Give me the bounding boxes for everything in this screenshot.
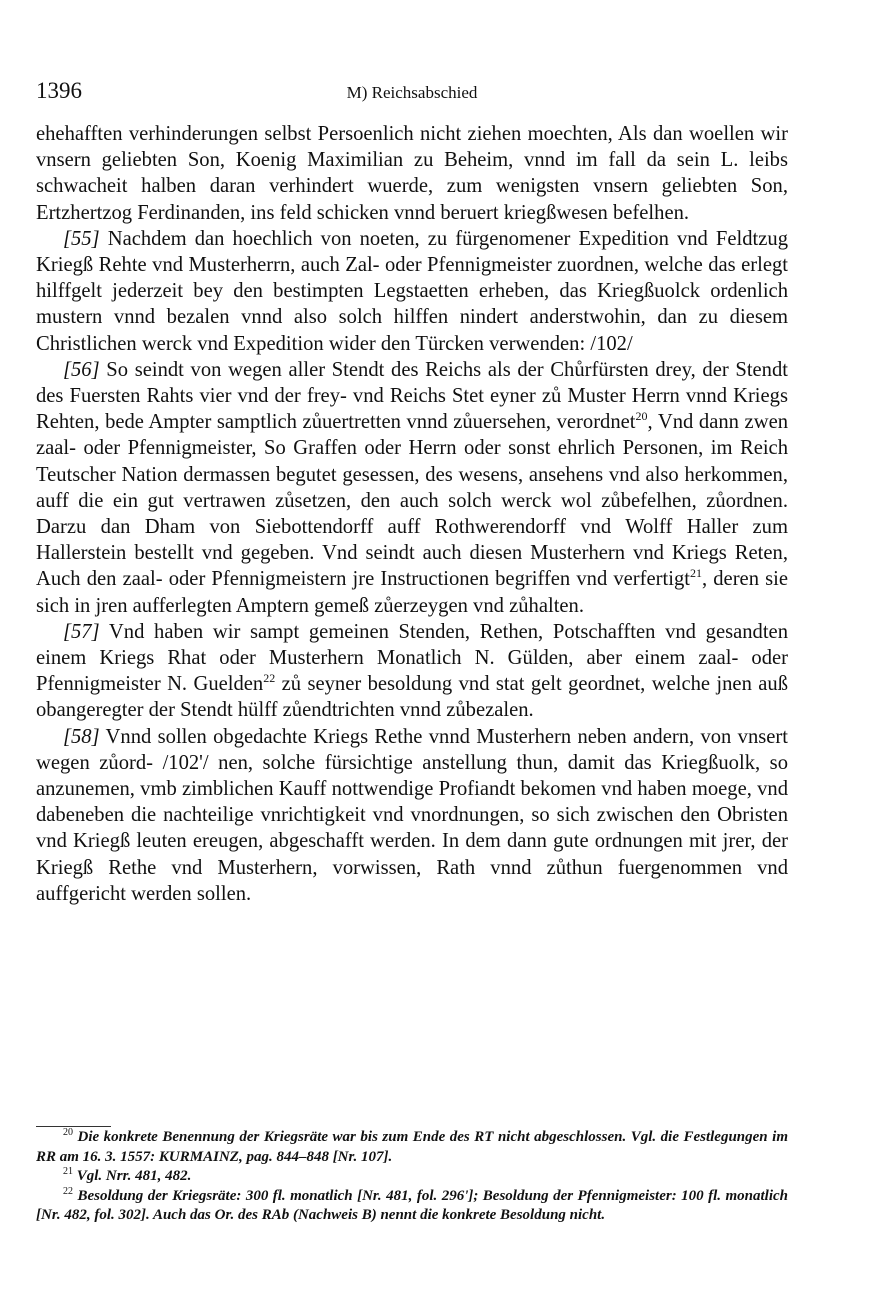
page-header (36, 78, 788, 108)
footnote-number: 21 (63, 1166, 73, 1178)
section-number: [55] (63, 227, 100, 250)
running-head: M) Reichsabschied (346, 83, 478, 102)
paragraph-56: [56] So seindt von wegen aller Stendt des Reichs als der Chůrfürsten drey, der Stendt des Fuersten Rahts vier vnd der frey- vnd Reichs Stet eyner zů Muster Herrn vnnd Kriegs Rehten, bede Ampter samptlich zůuertretten vnnd zůuersehen, verordnet$^{20}$, Vnd dann zwen zaal- oder Pfennigmeister, So Graffen oder Herrn oder sonst ehrlich Personen, im Reich Teutscher Nation dermassen begutet gesessen, des wesens, ansehens vnd also herkommen, auff die ein gut vertrawen zůsetzen, den auch solch werck wol zůbefelhen, zůordnen. Darzu dan Dham von Siebottendorff auff Rothwerendorff vnd Wolff Haller zum Hallerstein bestellt vnd gegeben. Vnd seindt auch diesen Musterhern vnd Kriegs Reten, Auch den zaal- oder Pfennigmeistern jre Instructionen begriffen vnd verfertigt$^{21}$, deren sie sich in jren aufferlegten Amptern gemeß zůerzeygen vnd zůhalten. (36, 358, 789, 617)
paragraph-continued: ehehafften verhinderungen selbst Persoenlich nicht ziehen moechten, Als dan woellen wir vnsern geliebten Son, Koenig Maximilian zu Beheim, vnnd im fall da sein L. leibs schwacheit halben daran verhindert wuerde, zum wenigsten vnsern geliebten Son, Ertzhertzog Ferdinanden, ins feld schicken vnnd beruert kriegßwesen befelhen. (36, 123, 788, 224)
main-text (36, 121, 788, 907)
footnote: $^{22}$ Besoldung der Kriegsräte: 300 fl. monatlich [Nr. 481, fol. 296']; Besoldung der Pfennigmeister: 100 fl. monatlich [Nr. 482, fol. 302]. Auch das Or. des RAb (Nachweis B) nennt die konkrete Besoldung nicht. (36, 1185, 788, 1224)
paragraph-57: [57] Vnd haben wir sampt gemeinen Stenden, Rethen, Potschafften vnd gesandten einem Kriegs Rhat oder Musterhern Monatlich N. Gülden, aber einem zaal- oder Pfennigmeister N. Guelden$^{22}$ zů seyner besoldung vnd stat gelt geordnet, welche jnen auß obangeregter der Stendt hülff zůendtrichten vnnd zůbezalen. (36, 620, 788, 722)
footnotes (36, 1128, 788, 1226)
section-number: [57] (63, 620, 100, 643)
footnote: $^{20}$ Die konkrete Benennung der Kriegsräte war bis zum Ende des RT nicht abgeschlossen. Vgl. die Festlegungen im RR am 16. 3. 1557: KURMAINZ, pag. 844–848 [Nr. 107]. (36, 1127, 788, 1165)
section-number: [56] (63, 358, 100, 381)
paragraph-58: [58] Vnnd sollen obgedachte Kriegs Rethe vnnd Musterhern neben andern, von vnsert wegen zůord- /102'/ nen, solche fürsichtige anstellung thun, damit das Kriegßuolk, so anzunemen, vmb zimblichen Kauff nottwendige Profiandt bekomen vnd haben moege, vnd dabeneben die nachteilige vnrichtigkeit vnd vnordnungen, so sich zwischen den Obristen vnd Kriegß leuten ereugen, abgeschafft werden. In dem dann gute ordnungen mit jrer, der Kriegß Rethe vnd Musterhern, vorwissen, Rath vnnd zůthun fuergenommen vnd auffgericht werden sollen. (36, 725, 788, 905)
footnote-ref[interactable]: 21 (689, 566, 702, 581)
paragraph-55: [55] Nachdem dan hoechlich von noeten, zu fürgenomener Expedition vnd Feldtzug Kriegß Rehte vnd Musterherrn, auch Zal- oder Pfennigmeister zuordnen, welche das erlegt hilffgelt jederzeit bey den bestimpten Legstaetten erheben, das Kriegßuolck ordenlich mustern vnnd bezalen vnnd also solch hilffen nindert anderstwohin, dan zu diesem Christlichen werck vnd Expedition wider den Türcken verwenden: /102/ (36, 227, 788, 355)
section-number: [58] (63, 725, 100, 748)
footnote-ref[interactable]: 20 (635, 409, 648, 424)
footnote: $^{21}$ Vgl. Nrr. 481, 482. (63, 1166, 192, 1185)
footnote-number: 22 (63, 1185, 73, 1197)
page-number: 1396 (36, 78, 82, 103)
footnote-ref[interactable]: 22 (263, 671, 276, 686)
footnote-divider (36, 1126, 111, 1127)
footnote-number: 20 (63, 1127, 73, 1138)
